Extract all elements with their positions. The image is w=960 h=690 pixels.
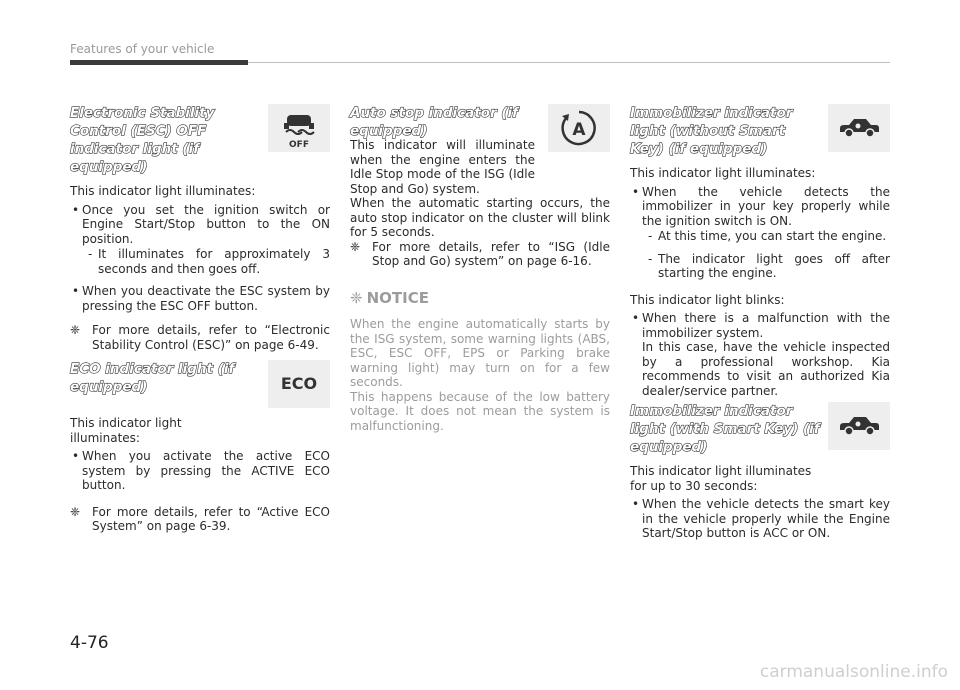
immo1-bullet-2: • When there is a malfunction with the immobilizer system. [630,311,890,340]
autostop-note [350,240,610,269]
header-rule [248,62,890,63]
note-mark-icon: ❈ [70,504,81,519]
watermark: carmanualsonline.info [759,662,948,682]
notice-title-text: NOTICE [366,288,429,307]
notice-title [350,288,610,307]
car-icon [828,402,890,450]
section-title: Features of your vehicle [70,42,215,56]
column-left [70,104,330,534]
esc-off-icon [268,104,330,152]
eco-note-text: For more details, refer to “Active ECO System” on page 6-39. [92,504,330,533]
autostop-para-1: This indicator will illuminate when the engine enters the Idle Stop mode of the ISG (Idle Stop and Go) system. [350,138,535,196]
eco-icon-label: ECO [280,373,318,393]
note-mark-icon: ❈ [350,239,361,254]
esc-note-text: For more details, refer to “Electronic Stability Control (ESC)” on page 6-49. [92,323,330,352]
eco-icon [268,360,330,408]
notice-para-2: This happens because of the low battery voltage. It does not mean the system is malfunctioning. [350,389,610,433]
auto-stop-icon [548,104,610,152]
immo1-dash-1: - At this time, you can start the engine. [642,229,890,244]
immo2-bullet-1: • When the vehicle detects the smart key in the vehicle properly while the Engine Start/Stop button is ACC or ON. [630,497,890,541]
esc-bullet-2: • When you deactivate the ESC system by pressing the ESC OFF button. [70,284,330,313]
esc-bullet-1: • Once you set the ignition switch or Engine Start/Stop button to the ON position. [70,203,330,247]
note-mark-icon: ❈ [70,323,81,337]
notice-mark-icon: ❈ [350,288,363,307]
immo2-heading: Immobilizer indicator light (with Smart Key) (if equipped) [630,403,820,455]
immo1-dash-2: - The indicator light goes off after starting the engine. [642,252,890,281]
autostop-heading: Auto stop indicator (if equipped) [350,105,519,139]
immo2-intro: This indicator light illuminates for up to 30 seconds: [630,464,812,493]
esc-heading: Electronic Stability Control (ESC) OFF indicator light (if equipped) [70,105,215,175]
autostop-para-2: When the automatic starting occurs, the auto stop indicator on the cluster will blink for 5 seconds. [350,196,610,239]
immo1-heading: Immobilizer indicator light (without Smart Key) (if equipped) [630,105,793,157]
autostop-para-1a [350,138,535,196]
immo1-intro: This indicator light illuminates: [630,166,816,180]
car-icon [828,104,890,152]
esc-intro: This indicator light illuminates: [70,184,256,198]
esc-note [70,323,330,352]
eco-note [70,505,330,534]
notice-para-1: When the engine automatically starts by the ISG system, some warning lights (ABS, ESC, ESC OFF, EPS or Parking brake warning light) may turn on for a few seconds. [350,317,610,389]
column-middle [350,104,610,433]
eco-heading: ECO indicator light (if equipped) [70,361,235,395]
esc-off-icon-label: OFF [289,140,309,149]
immo1-blinks-intro: This indicator light blinks: [630,292,785,307]
auto-stop-icon-label: A [572,120,586,140]
header-bar [70,60,248,65]
page-number: 4-76 [70,633,109,653]
column-right [630,104,890,541]
eco-bullet-1: • When you activate the active ECO system by pressing the ACTIVE ECO button. [70,449,330,493]
autostop-note-text: For more details, refer to “ISG (Idle Stop and Go) system” on page 6-16. [372,239,610,268]
immo1-bullet-1: • When the vehicle detects the immobilizer in your key properly while the ignition switch is ON. [630,185,890,229]
esc-dash-1: - It illuminates for approximately 3 seconds and then goes off. [82,247,330,276]
eco-intro: This indicator light illuminates: [70,416,182,445]
immo1-bullet-2-cont: In this case, have the vehicle inspected by a professional workshop. Kia recommends to visit an authorized Kia dealer/service partner. [642,340,890,398]
